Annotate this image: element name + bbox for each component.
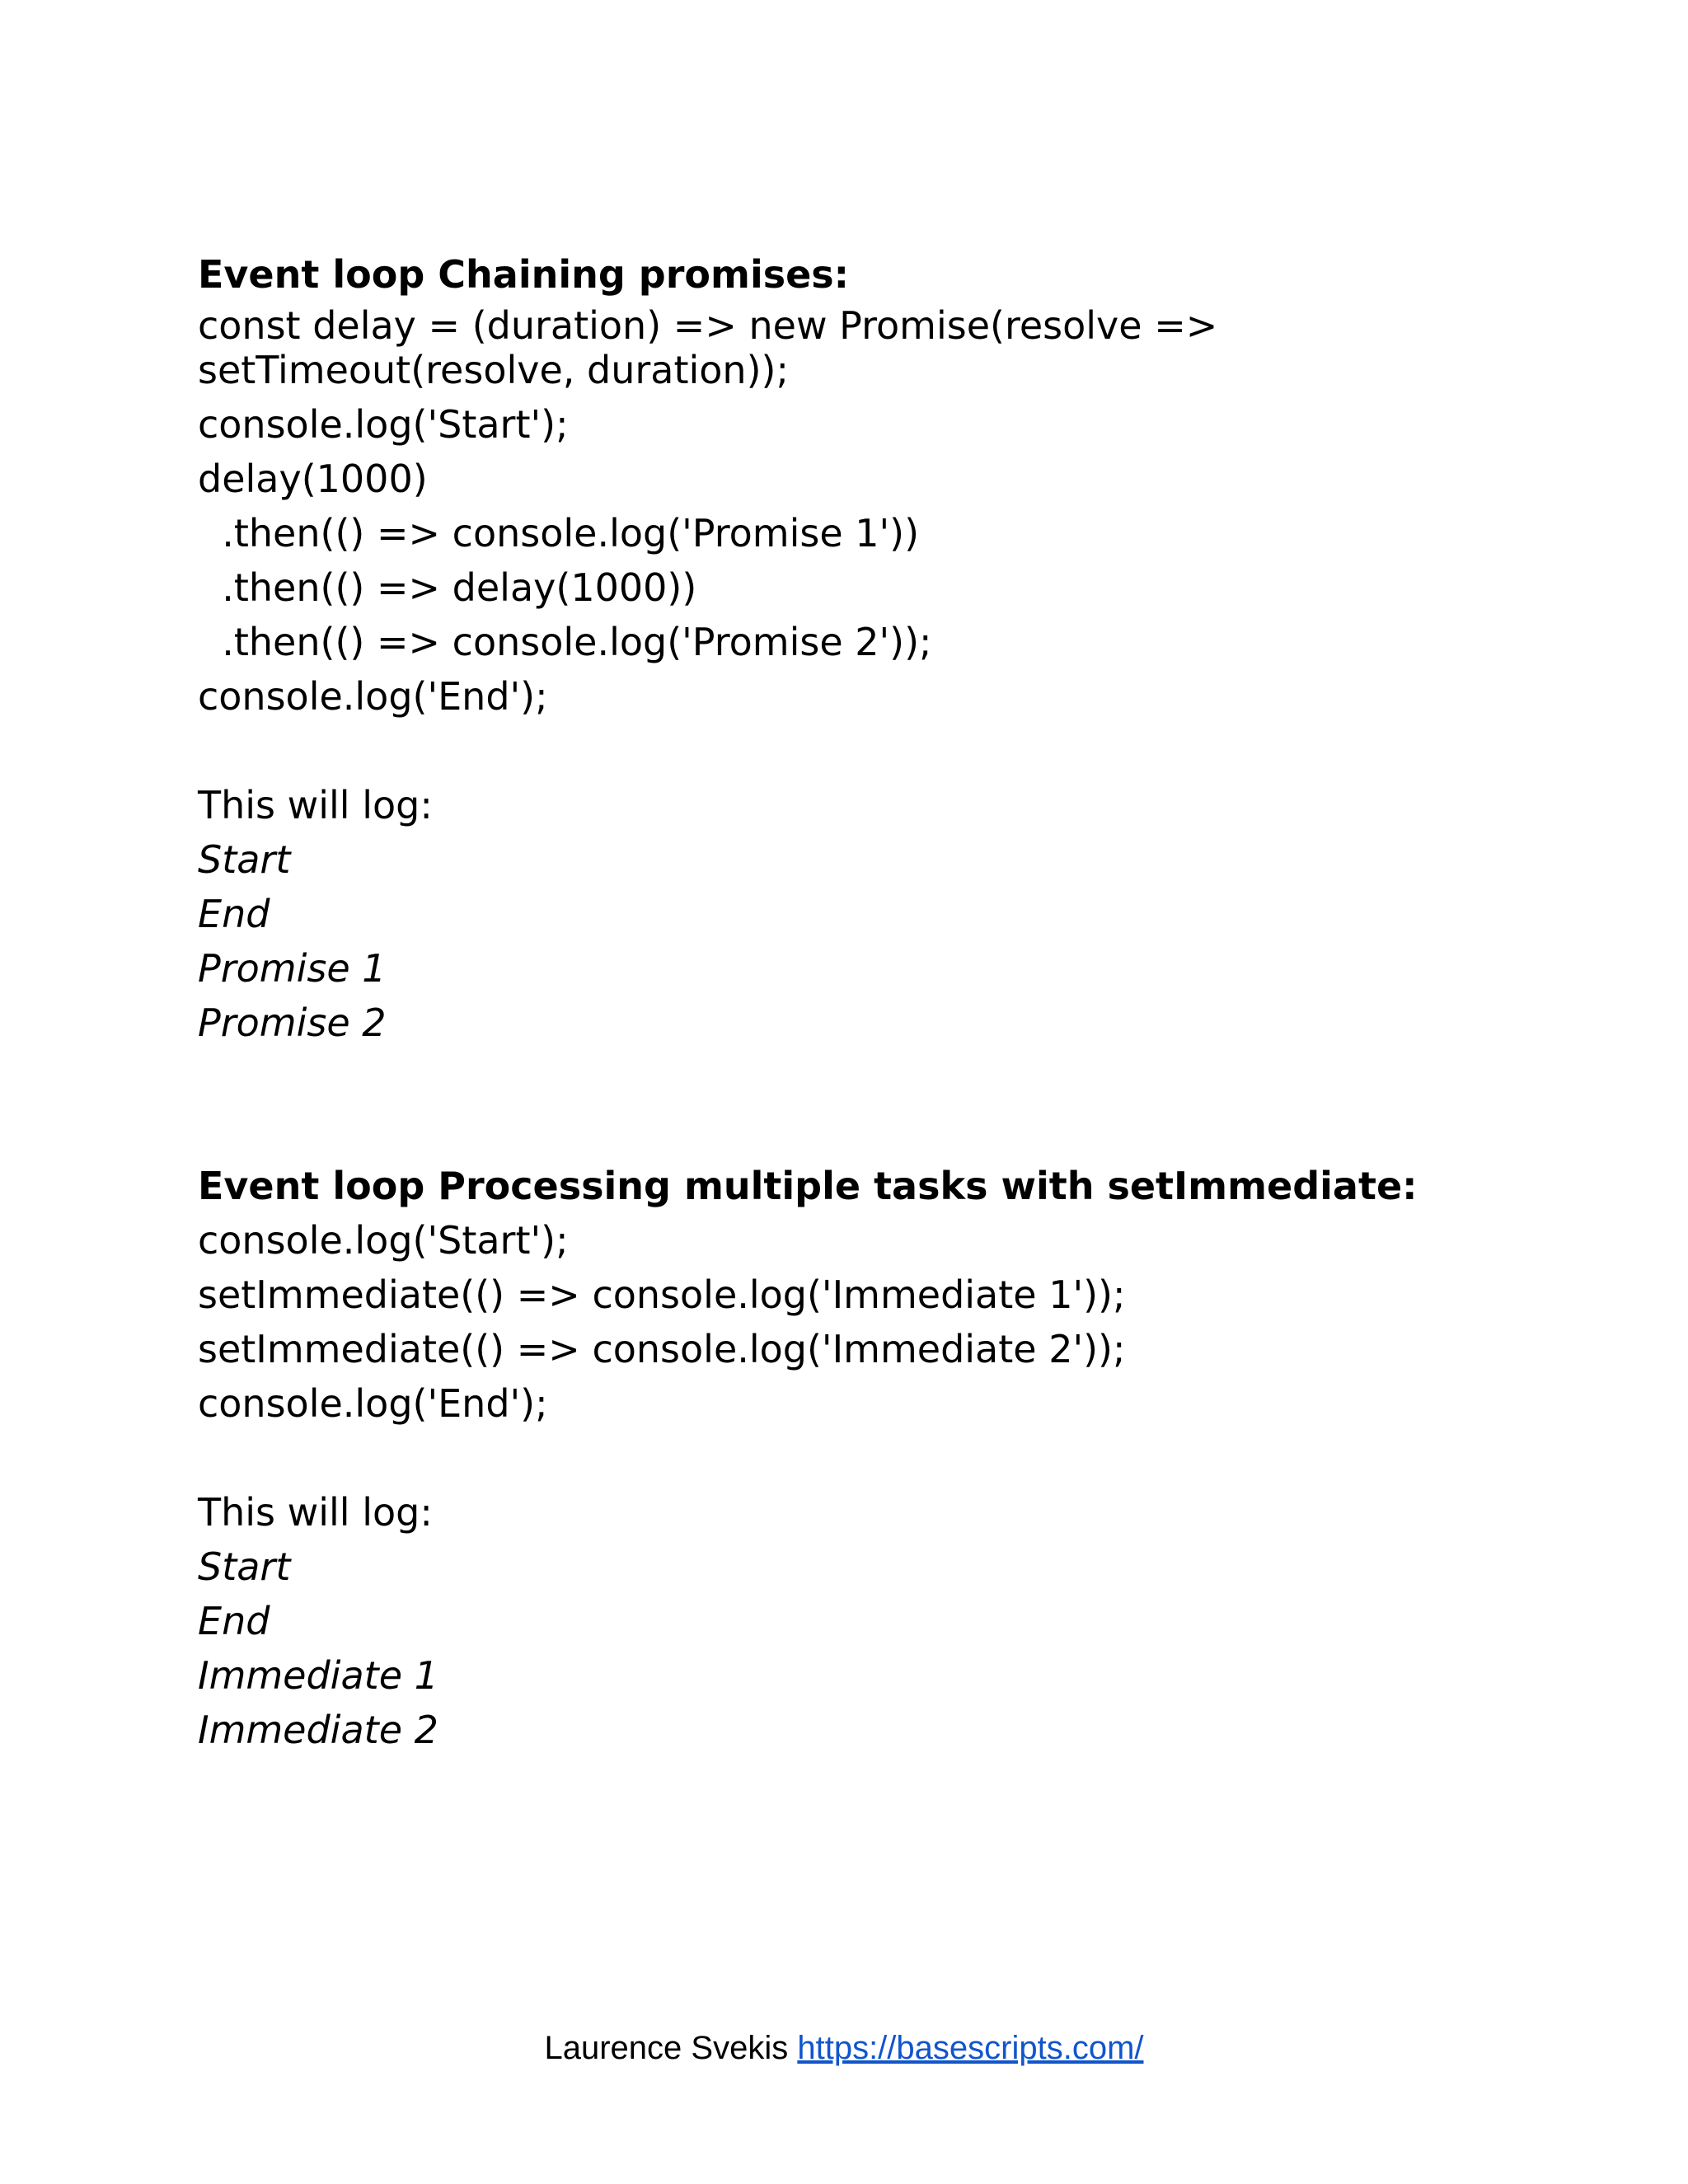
log-intro: This will log: — [198, 1490, 433, 1535]
code-line: .then(() => console.log('Promise 1')) — [198, 511, 920, 555]
log-intro: This will log: — [198, 783, 433, 827]
code-line: console.log('End'); — [198, 674, 548, 719]
code-line: .then(() => delay(1000)) — [198, 565, 697, 610]
section-set-immediate — [198, 1159, 1550, 1757]
log-output — [198, 832, 1550, 1050]
document-body — [198, 247, 1550, 1757]
code-block — [198, 1213, 1550, 1431]
footer-author: Laurence Svekis — [544, 2030, 798, 2066]
code-block — [198, 302, 1550, 724]
code-line: .then(() => console.log('Promise 2')); — [198, 620, 932, 664]
code-line: const delay = (duration) => new Promise(resolve => — [198, 303, 1218, 348]
blank-line — [198, 724, 1550, 778]
blank-line — [198, 1431, 1550, 1485]
output-line: Promise 2 — [198, 1001, 387, 1045]
section-gap — [198, 1050, 1550, 1159]
section-heading: Event loop Chaining promises: — [198, 252, 850, 297]
section-heading: Event loop Processing multiple tasks with setImmediate: — [198, 1164, 1418, 1208]
output-line: Start — [198, 837, 291, 882]
code-line: setImmediate(() => console.log('Immediate 2')); — [198, 1327, 1126, 1371]
code-line: setTimeout(resolve, duration)); — [198, 348, 789, 392]
code-line: console.log('End'); — [198, 1381, 548, 1426]
page-footer — [0, 2027, 1688, 2069]
code-line: console.log('Start'); — [198, 1218, 569, 1263]
section-chaining-promises — [198, 247, 1550, 1050]
output-line: Promise 1 — [198, 946, 387, 991]
code-line: setImmediate(() => console.log('Immediate 1')); — [198, 1272, 1126, 1317]
output-line: End — [198, 1599, 270, 1643]
footer-link[interactable]: https://basescripts.com/ — [797, 2030, 1144, 2066]
output-line: Immediate 2 — [198, 1708, 438, 1752]
output-line: Immediate 1 — [198, 1653, 438, 1698]
log-output — [198, 1540, 1550, 1757]
code-line: delay(1000) — [198, 457, 428, 501]
code-line: console.log('Start'); — [198, 402, 569, 447]
output-line: Start — [198, 1544, 291, 1589]
output-line: End — [198, 892, 270, 936]
